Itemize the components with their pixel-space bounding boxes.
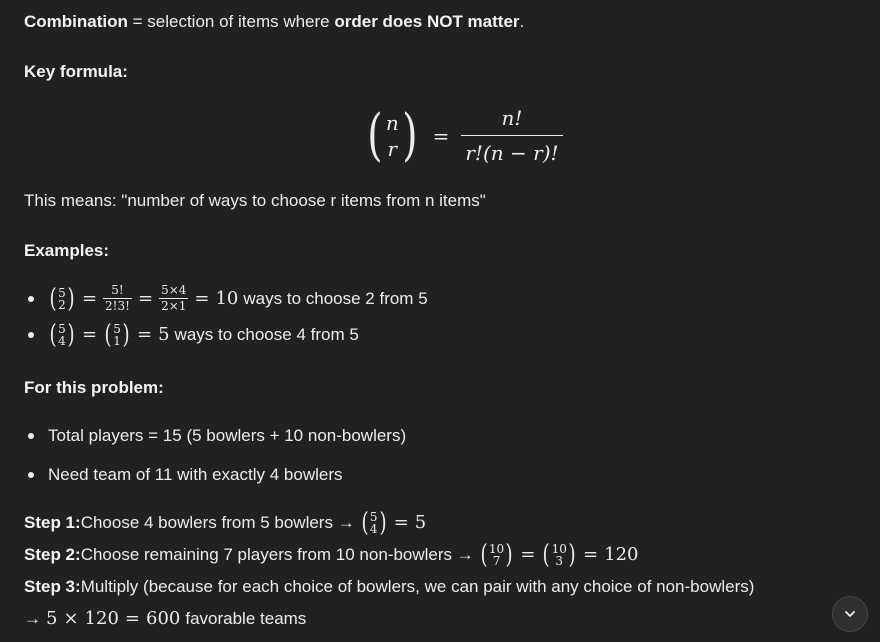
intro-bold-phrase: order does NOT matter: [334, 12, 520, 31]
bullet-icon: [28, 332, 34, 338]
bullet-icon: [28, 472, 34, 478]
formula-fraction: [461, 104, 562, 167]
intro-line: [24, 10, 524, 34]
list-item: ( 5 2 ) = $\frac{5!}{2!3!}$ = $\frac{5\times 4}{2\times 1}$ = 10 ways to choose 2 from 5: [24, 284, 428, 313]
list-item: Need team of 11 with exactly 4 bowlers: [24, 463, 343, 487]
example-text: ways to choose 2 from 5: [243, 288, 428, 308]
formula-denominator: r!(n − r)!: [461, 135, 562, 167]
chevron-down-icon: [843, 607, 857, 621]
list-item: ( 5 4 ) = ( 5 1 ) = 5 ways to choose 4 from 5: [24, 322, 359, 348]
binom-top: n: [385, 110, 399, 135]
problem-heading: For this problem:: [24, 378, 164, 397]
combination-formula: [364, 104, 563, 167]
example-text: ways to choose 4 from 5: [174, 325, 359, 345]
equals-sign: =: [432, 123, 450, 148]
scroll-to-bottom-button[interactable]: [832, 596, 868, 632]
intro-term: Combination: [24, 12, 128, 31]
formula-numerator: n!: [501, 106, 523, 130]
bullet-icon: [28, 433, 34, 439]
bullet-icon: [28, 296, 34, 302]
list-item: Total players = 15 (5 bowlers + 10 non-bowlers): [24, 424, 406, 448]
binomial-n-r: ( n r ): [367, 102, 418, 168]
intro-text-a: = selection of items where: [127, 12, 335, 31]
binom-bottom: r: [387, 136, 398, 161]
final-result-line: → 5 × 120 = 600 favorable teams: [24, 608, 307, 629]
step-2: Step 2: Choose remaining 7 players from 10 non-bowlers → ( 10 7 ) = ( 10 3 ) = 120: [24, 540, 639, 570]
step-3: Step 3: Multiply (because for each choice of bowlers, we can pair with any choice of non-bowlers): [24, 577, 755, 596]
step-1: Step 1: Choose 4 bowlers from 5 bowlers → ( 5 4 ) = 5: [24, 508, 427, 538]
intro-text-b: .: [519, 12, 525, 31]
examples-heading: Examples:: [24, 241, 110, 260]
key-formula-heading: Key formula:: [24, 62, 128, 81]
means-text: This means: "number of ways to choose r items from n items": [24, 191, 486, 210]
